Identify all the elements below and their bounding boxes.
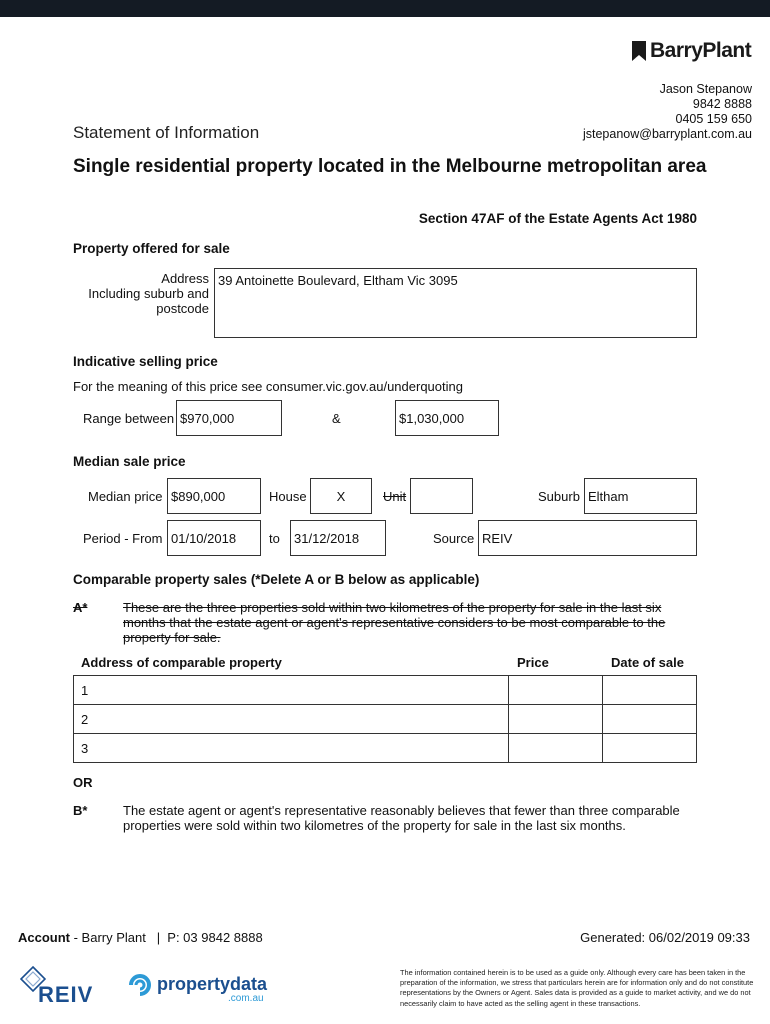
row-number[interactable]: 3	[74, 734, 509, 763]
option-a-text: These are the three properties sold within two kilometres of the property for sale in the last six months that the estate agent or agent's representative considers to be most comparable to the property for sale.	[123, 600, 666, 645]
source-field[interactable]: REIV	[478, 520, 697, 556]
unit-field[interactable]	[410, 478, 473, 514]
address-label-line: Address	[161, 271, 209, 286]
agent-name: Jason Stepanow	[659, 82, 752, 96]
row-date[interactable]	[603, 734, 697, 763]
agent-contact	[583, 82, 752, 142]
median-heading: Median sale price	[73, 454, 186, 469]
option-a-marker: A*	[73, 600, 88, 615]
period-from-label: Period - From	[83, 531, 163, 546]
address-label	[88, 271, 209, 316]
barry-plant-logo-icon	[632, 41, 646, 61]
row-number[interactable]: 1	[74, 676, 509, 705]
row-price[interactable]	[509, 676, 603, 705]
account-line	[18, 930, 263, 945]
address-label-line: Including suburb and	[88, 286, 209, 301]
indicative-heading: Indicative selling price	[73, 354, 218, 369]
statement-heading: Statement of Information	[73, 123, 260, 142]
col-date-header: Date of sale	[611, 655, 684, 670]
table-row	[74, 705, 697, 734]
house-label: House	[269, 489, 307, 504]
house-field[interactable]: X	[310, 478, 372, 514]
row-date[interactable]	[603, 705, 697, 734]
comparable-table	[73, 675, 697, 763]
median-price-field[interactable]: $890,000	[167, 478, 261, 514]
propertydata-logo	[128, 970, 268, 1006]
option-b-text: The estate agent or agent's representative reasonably believes that fewer than three comparable properties were sold within two kilometres of the property for sale in the last six months.	[123, 803, 680, 833]
col-price-header: Price	[517, 655, 549, 670]
reiv-text: REIV	[38, 982, 94, 1007]
row-date[interactable]	[603, 676, 697, 705]
period-to-field[interactable]: 31/12/2018	[290, 520, 386, 556]
account-value: - Barry Plant | P: 03 9842 8888	[70, 930, 263, 945]
agent-email[interactable]: jstepanow@barryplant.com.au	[582, 127, 752, 141]
top-bar	[0, 0, 770, 17]
suburb-label: Suburb	[538, 489, 580, 504]
range-label: Range between	[83, 411, 175, 426]
reiv-logo	[18, 966, 98, 1006]
address-field[interactable]: 39 Antoinette Boulevard, Eltham Vic 3095	[214, 268, 697, 338]
table-row	[74, 676, 697, 705]
period-to-label: to	[269, 531, 280, 546]
account-label: Account	[18, 930, 70, 945]
col-address-header: Address of comparable property	[81, 655, 282, 670]
page-title: Single residential property located in the Melbourne metropolitan area	[73, 156, 707, 177]
propertydata-icon	[128, 974, 152, 996]
brand-name: BarryPlant	[650, 39, 752, 62]
agent-phone: 9842 8888	[692, 97, 752, 111]
median-price-label: Median price	[88, 489, 163, 504]
generated-timestamp: Generated: 06/02/2019 09:33	[580, 930, 750, 945]
table-row	[74, 734, 697, 763]
agent-mobile: 0405 159 650	[675, 112, 752, 126]
unit-label: Unit	[383, 489, 407, 504]
price-low-field[interactable]: $970,000	[176, 400, 282, 436]
barry-plant-logo	[632, 38, 751, 64]
property-heading: Property offered for sale	[73, 241, 230, 256]
row-price[interactable]	[509, 734, 603, 763]
act-section: Section 47AF of the Estate Agents Act 1980	[418, 211, 697, 226]
or-label: OR	[73, 775, 93, 790]
price-high-field[interactable]: $1,030,000	[395, 400, 499, 436]
range-ampersand: &	[332, 411, 341, 426]
source-label: Source	[433, 531, 475, 546]
row-number[interactable]: 2	[74, 705, 509, 734]
propertydata-text: propertydata	[157, 974, 268, 994]
underquoting-note: For the meaning of this price see consumer.vic.gov.au/underquoting	[73, 379, 463, 394]
comparable-heading: Comparable property sales (*Delete A or B below as applicable)	[73, 572, 480, 587]
suburb-field[interactable]: Eltham	[584, 478, 697, 514]
propertydata-domain: .com.au	[228, 993, 264, 1004]
period-from-field[interactable]: 01/10/2018	[167, 520, 261, 556]
address-label-line: postcode	[156, 301, 209, 316]
row-price[interactable]	[509, 705, 603, 734]
option-b-marker: B*	[73, 803, 88, 818]
disclaimer: The information contained herein is to be used as a guide only. Although every care has been taken in the preparation of the information, we stress that particulars herein are for information only and do not constitute representations by the Owners or Agent. Sales data is provided as a guide to market activity, and we do not necessarily claim to have acted as the selling agent in these transactions.	[400, 968, 754, 1008]
